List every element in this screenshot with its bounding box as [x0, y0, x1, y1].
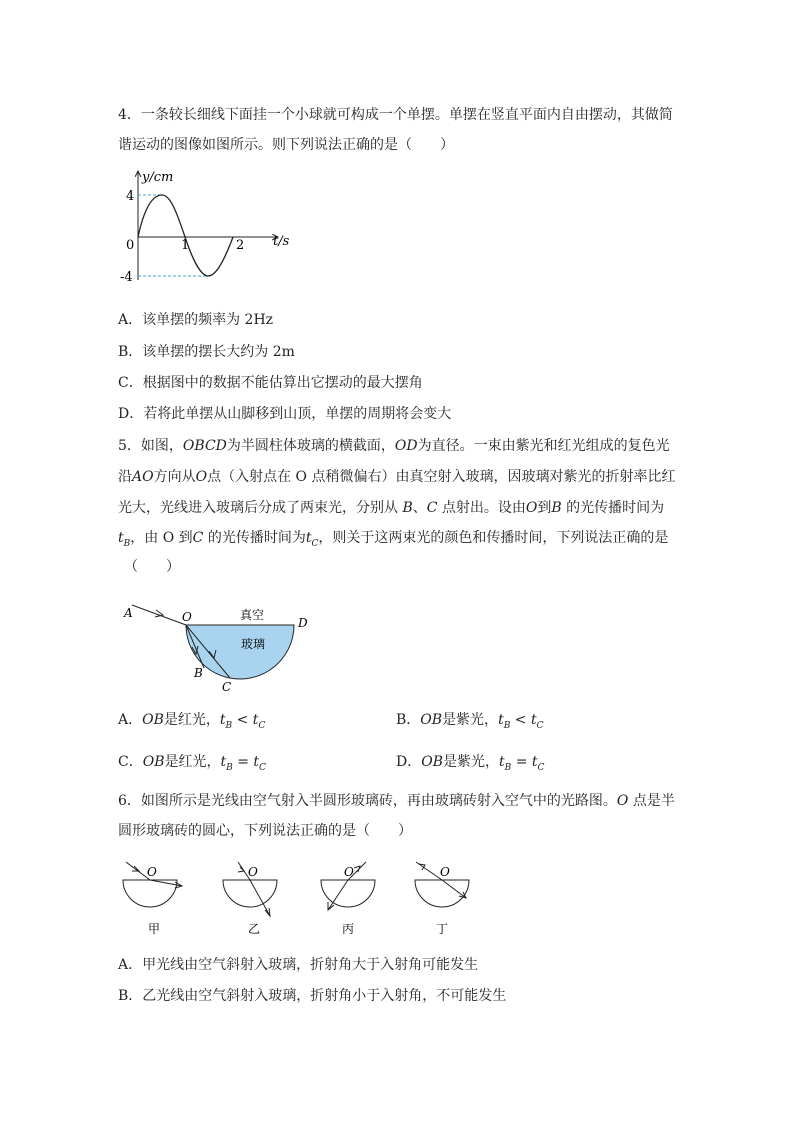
q4-option-d: D．若将此单摆从山脚移到山顶，单摆的周期将会变大: [118, 406, 452, 422]
q6-figure-jia: [118, 858, 184, 938]
q6-figure-bing: [316, 858, 382, 938]
label-vacuum: 真空: [240, 608, 265, 622]
caption-bing: 丙: [342, 922, 355, 936]
svg-text:O: O: [147, 865, 157, 879]
caption-jia: 甲: [148, 922, 161, 936]
svg-text:O: O: [440, 865, 450, 879]
tick-x-1: 1: [181, 238, 190, 253]
sine-curve: [138, 195, 233, 276]
q4-option-a: A．该单摆的频率为 2Hz: [118, 312, 274, 328]
q6-option-a: A．甲光线由空气斜射入玻璃，折射角大于入射角可能发生: [118, 957, 479, 973]
svg-text:O: O: [344, 865, 354, 879]
q4-stem-line-2: 谐运动的图像如图所示。则下列说法正确的是（ ）: [118, 137, 454, 153]
svg-text:O: O: [248, 865, 258, 879]
origin-label: 0: [126, 238, 135, 253]
label-b: B: [194, 666, 203, 680]
q6-figure-ding: [410, 858, 476, 938]
label-glass: 玻璃: [241, 637, 266, 651]
label-d: D: [298, 616, 308, 630]
q5-option-b: B．OB是紫光，$t_B < t_C$: [396, 712, 544, 731]
q6-option-b: B．乙光线由空气斜射入玻璃，折射角小于入射角，不可能发生: [118, 988, 507, 1004]
tick-y-neg: -4: [120, 270, 133, 285]
tick-y-pos: 4: [126, 189, 135, 204]
label-a: A: [124, 606, 133, 620]
caption-yi: 乙: [248, 922, 261, 936]
tick-x-2: 2: [236, 238, 245, 253]
q6-stem-line-2: 圆形玻璃砖的圆心，下列说法正确的是（ ）: [118, 823, 412, 839]
q5-stem-line-1: 5．如图，OBCD为半圆柱体玻璃的横截面，OD为直径。一束由紫光和红光组成的复色光: [118, 438, 670, 454]
q6-figure-yi: [218, 858, 284, 938]
q5-option-d: D．OB是紫光，$t_B = t_C$: [396, 754, 545, 773]
q6-stem-line-1: 6．如图所示是光线由空气射入半圆形玻璃砖，再由玻璃砖射入空气中的光路图。O 点是半: [118, 793, 675, 809]
q5-stem-line-5: （ ）: [124, 559, 180, 575]
label-c: C: [222, 680, 232, 694]
q5-semicircle-figure: [118, 597, 318, 697]
label-o: O: [182, 610, 192, 624]
q4-option-c: C．根据图中的数据不能估算出它摆动的最大摆角: [118, 375, 423, 391]
q5-stem-line-3: 光大，光线进入玻璃后分成了两束光，分别从 B、C 点射出。设由O到B 的光传播时间为: [118, 500, 665, 516]
q4-stem-line-1: 4．一条较长细线下面挂一个小球就可构成一个单摆。单摆在竖直平面内自由摆动，其做简: [118, 107, 673, 123]
y-axis-label: y/cm: [142, 170, 174, 185]
x-axis-label: t/s: [273, 234, 290, 249]
q4-shm-graph: [118, 165, 293, 290]
caption-ding: 丁: [436, 922, 449, 936]
q5-stem-line-4: $t_B$，由 O 到C 的光传播时间为$t_C$，则关于这两束光的颜色和传播时间，下列说法正确的是: [118, 530, 669, 549]
incident-ray: [132, 605, 186, 625]
q5-option-a: A．OB是红光，$t_B < t_C$: [118, 712, 266, 731]
q4-option-b: B．该单摆的摆长大约为 2m: [118, 344, 295, 360]
q5-stem-line-2: 沿AO方向从O点（入射点在 O 点稍微偏右）由真空射入玻璃，因玻璃对紫光的折射率比红: [118, 469, 676, 485]
q5-option-c: C．OB是红光，$t_B = t_C$: [118, 754, 266, 773]
